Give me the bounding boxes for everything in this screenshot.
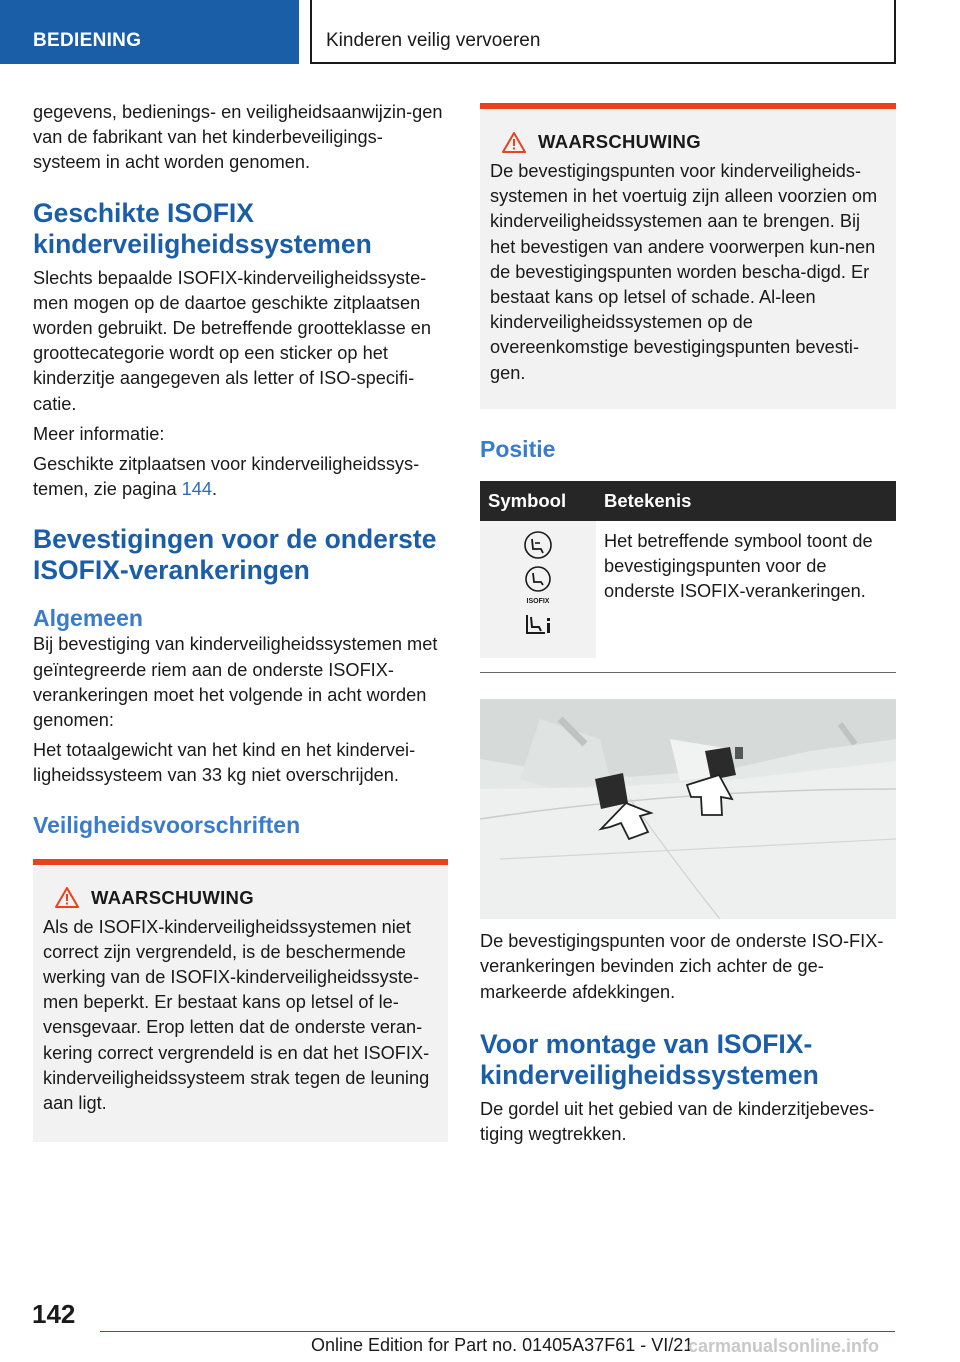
table-divider [480,672,896,673]
watermark: carmanualsonline.info [688,1336,880,1356]
rear-seat-photo [480,699,896,919]
warning-triangle-icon [55,887,79,908]
reference-paragraph [33,452,448,502]
warning-text: Als de ISOFIX-kinderveiligheidssystemen niet correct zijn vergrendeld, is de beschermende werking van de ISOFIX-kinderveiligheidssyste-men beperkt. Er bestaat kans op letsel of le-vensgevaar. Erop letten dat de onderste veran-kering correct vergrendeld is en dat het ISOFIX-kinderveiligheidssysteem strak tegen de leuning aan ligt. [43,916,430,1114]
warning-box-left [33,859,448,1142]
warning-title: WAARSCHUWING [91,886,254,908]
symbol-cell [480,521,596,658]
heading-before-mounting: Voor montage van ISOFIX-kinderveiligheidssystemen [480,1028,819,1090]
warning-text: De bevestigingspunten voor kinderveiligheids-systemen in het voertuig zijn alleen voorzien om kinderveiligheidssystemen aan te brengen. Bij het bevestigen van andere voorwerpen kun-nen de bevestigingspunten worden bescha-digd. Er bestaat kans op letsel of schade. Al-leen kinderveiligheidssystemen op de overeenkomstige bevestigingspunten bevesti-gen. [490,161,878,383]
general-paragraph-2: Het totaalgewicht van het kind en het kindervei-ligheidssysteem van 33 kg niet overschrijden. [33,740,416,786]
heading-safety: Veiligheidsvoorschriften [33,811,301,838]
suitable-paragraph: Slechts bepaalde ISOFIX-kinderveiligheidssyste-men mogen op de daartoe geschikte zitplaatsen worden gebruikt. De betreffende grootteklasse en groottecategorie wordt op een sticker op het kinderzitje aangegeven als letter of ISO-specifi-catie. [33,267,432,414]
table-header-meaning: Betekenis [596,481,896,521]
isofix-icon-label: ISOFIX [526,598,550,605]
chapter-header [310,0,896,64]
reference-suffix: . [212,479,218,500]
meaning-cell: Het betreffende symbool toont de bevestigingspunten voor de onderste ISOFIX-verankeringen. [604,531,873,602]
isofix-symbols-icon [518,529,558,641]
rear-seat-illustration [480,699,896,919]
right-column [480,103,896,1152]
warning-header [502,131,884,153]
footer-edition: Online Edition for Part no. 01405A37F61 - VI/21 [311,1335,694,1355]
section-label: BEDIENING [33,30,142,51]
mounting-paragraph: De gordel uit het gebied van de kinderzitjebeves-tiging wegtrekken. [480,1098,875,1145]
page-link[interactable]: 144 [181,479,212,500]
heading-general: Algemeen [33,605,143,632]
photo-caption: De bevestigingspunten voor de onderste ISO-FIX-verankeringen bevinden zich achter de ge-markeerde afdekkingen. [480,931,884,1002]
warning-header [55,887,436,909]
footer-rule [100,1331,895,1332]
general-paragraph-1: Bij bevestiging van kinderveiligheidssystemen met geïntegreerde riem aan de onderste ISOFIX-verankeringen moet het volgende in acht worden genomen: [33,634,438,731]
heading-suitable-isofix: Geschikte ISOFIX kinderveiligheidssystemen [33,197,372,259]
intro-paragraph: gegevens, bedienings- en veiligheidsaanwijzin-gen van de fabrikant van het kinderbeveiligings-systeem in acht worden genomen. [33,102,443,173]
more-info-label: Meer informatie: [33,423,165,444]
table-header-row [480,481,896,521]
page-number: 142 [32,1299,76,1329]
warning-triangle-icon [502,132,526,153]
chapter-title: Kinderen veilig vervoeren [326,30,541,51]
heading-lower-anchors: Bevestigingen voor de onderste ISOFIX-verankeringen [33,524,437,586]
left-column [33,100,448,1142]
reference-text: Geschikte zitplaatsen voor kinderveiligheidssys-temen, zie pagina [33,454,420,500]
symbol-table [480,481,896,658]
table-header-symbol: Symbool [480,481,596,521]
heading-position: Positie [480,436,556,462]
table-row [480,521,896,658]
warning-box-right [480,103,896,409]
warning-title: WAARSCHUWING [538,131,701,152]
section-tab [0,0,299,64]
